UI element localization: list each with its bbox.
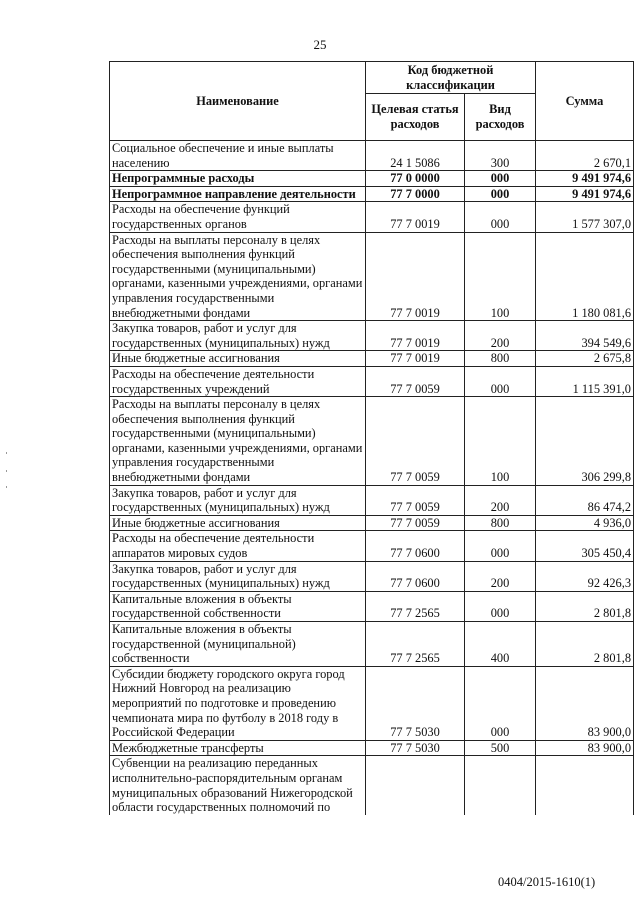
margin-mark: [6, 486, 7, 488]
table-row: [110, 321, 634, 351]
row-sum-cell: 2 675,8: [536, 351, 634, 367]
row-name-cell: Иные бюджетные ассигнования: [110, 515, 366, 531]
row-type-cell: 000: [465, 186, 536, 202]
row-type-cell: 500: [465, 740, 536, 756]
row-type-cell: 100: [465, 397, 536, 486]
row-target-cell: 77 7 0019: [366, 321, 465, 351]
header-target: Целевая статья расходов: [366, 94, 465, 141]
row-type-cell: 000: [465, 171, 536, 187]
row-name-cell: Расходы на обеспечение деятельности аппаратов мировых судов: [110, 531, 366, 561]
row-type-cell: 000: [465, 591, 536, 621]
table-header: [110, 62, 634, 141]
page-number: 25: [313, 37, 327, 52]
row-name-cell: Расходы на выплаты персоналу в целях обеспечения выполнения функций государственными (муниципальными) органами, казенными учреждениями, органами управления государственными внебюджетными фондами: [110, 232, 366, 321]
table-row: [110, 740, 634, 756]
row-target-cell: 77 7 0059: [366, 485, 465, 515]
table-row: [110, 561, 634, 591]
header-name: Наименование: [110, 62, 366, 141]
row-type-cell: 200: [465, 321, 536, 351]
margin-mark: [6, 452, 7, 454]
table-row: [110, 397, 634, 486]
row-target-cell: 77 0 0000: [366, 171, 465, 187]
row-name-cell: Межбюджетные трансферты: [110, 740, 366, 756]
row-target-cell: 77 7 0059: [366, 366, 465, 396]
table-row: [110, 485, 634, 515]
row-sum-cell: 1 577 307,0: [536, 202, 634, 232]
table-row: [110, 141, 634, 171]
table-row: [110, 531, 634, 561]
row-target-cell: 77 7 5030: [366, 666, 465, 740]
row-type-cell: 300: [465, 141, 536, 171]
row-name-cell: Социальное обеспечение и иные выплаты населению: [110, 141, 366, 171]
row-sum-cell: 306 299,8: [536, 397, 634, 486]
row-target-cell: 24 1 5086: [366, 141, 465, 171]
row-sum-cell: 83 900,0: [536, 740, 634, 756]
header-code-group: Код бюджетной классификации: [366, 62, 536, 94]
row-name-cell: Расходы на обеспечение функций государственных органов: [110, 202, 366, 232]
row-target-cell: 77 7 5030: [366, 740, 465, 756]
row-sum-cell: 2 670,1: [536, 141, 634, 171]
table-row: [110, 591, 634, 621]
row-target-cell: 77 7 0059: [366, 397, 465, 486]
budget-table: [109, 61, 634, 815]
row-name-cell: Непрограммные расходы: [110, 171, 366, 187]
row-type-cell: 000: [465, 366, 536, 396]
table-body: [110, 141, 634, 815]
row-sum-cell: 86 474,2: [536, 485, 634, 515]
row-type-cell: 000: [465, 202, 536, 232]
row-sum-cell: 83 900,0: [536, 666, 634, 740]
table-row: [110, 622, 634, 667]
table-row: [110, 171, 634, 187]
row-type-cell: 000: [465, 531, 536, 561]
row-sum-cell: 394 549,6: [536, 321, 634, 351]
row-name-cell: Расходы на выплаты персоналу в целях обеспечения выполнения функций государственными (муниципальными) органами, казенными учреждениями, органами управления государственными внебюджетными фондами: [110, 397, 366, 486]
row-target-cell: 77 7 0019: [366, 202, 465, 232]
row-sum-cell: [536, 756, 634, 815]
document-code: 0404/2015-1610(1): [498, 875, 596, 889]
table-row: [110, 202, 634, 232]
row-target-cell: 77 7 2565: [366, 591, 465, 621]
row-sum-cell: 1 180 081,6: [536, 232, 634, 321]
row-type-cell: 800: [465, 351, 536, 367]
table-row: [110, 186, 634, 202]
row-sum-cell: 305 450,4: [536, 531, 634, 561]
row-sum-cell: 2 801,8: [536, 591, 634, 621]
header-sum: Сумма: [536, 62, 634, 141]
row-name-cell: Субвенции на реализацию переданных исполнительно-распорядительным органам муниципальных образований Нижегородской области государственных полномочий по: [110, 756, 366, 815]
row-sum-cell: 2 801,8: [536, 622, 634, 667]
row-sum-cell: 4 936,0: [536, 515, 634, 531]
table-row: [110, 666, 634, 740]
margin-mark: [6, 470, 7, 472]
row-name-cell: Капитальные вложения в объекты государственной собственности: [110, 591, 366, 621]
row-name-cell: Закупка товаров, работ и услуг для государственных (муниципальных) нужд: [110, 561, 366, 591]
row-name-cell: Закупка товаров, работ и услуг для государственных (муниципальных) нужд: [110, 485, 366, 515]
row-sum-cell: 9 491 974,6: [536, 171, 634, 187]
table-row: [110, 756, 634, 815]
row-name-cell: Субсидии бюджету городского округа город Нижний Новгород на реализацию мероприятий по подготовке и проведению чемпионата мира по футболу в 2018 году в Российской Федерации: [110, 666, 366, 740]
header-type: Вид расходов: [465, 94, 536, 141]
row-type-cell: 100: [465, 232, 536, 321]
row-type-cell: 800: [465, 515, 536, 531]
row-target-cell: 77 7 0059: [366, 515, 465, 531]
table-row: [110, 366, 634, 396]
row-sum-cell: 92 426,3: [536, 561, 634, 591]
row-name-cell: Расходы на обеспечение деятельности государственных учреждений: [110, 366, 366, 396]
row-target-cell: 77 7 2565: [366, 622, 465, 667]
row-target-cell: 77 7 0019: [366, 351, 465, 367]
row-type-cell: 200: [465, 561, 536, 591]
table-row: [110, 515, 634, 531]
row-target-cell: 77 7 0000: [366, 186, 465, 202]
table-row: [110, 351, 634, 367]
row-type-cell: 200: [465, 485, 536, 515]
table-row: [110, 232, 634, 321]
row-sum-cell: 9 491 974,6: [536, 186, 634, 202]
row-type-cell: 400: [465, 622, 536, 667]
row-name-cell: Капитальные вложения в объекты государственной (муниципальной) собственности: [110, 622, 366, 667]
row-name-cell: Закупка товаров, работ и услуг для государственных (муниципальных) нужд: [110, 321, 366, 351]
row-target-cell: 77 7 0019: [366, 232, 465, 321]
row-type-cell: [465, 756, 536, 815]
row-sum-cell: 1 115 391,0: [536, 366, 634, 396]
row-target-cell: 77 7 0600: [366, 561, 465, 591]
row-name-cell: Непрограммное направление деятельности: [110, 186, 366, 202]
row-name-cell: Иные бюджетные ассигнования: [110, 351, 366, 367]
row-target-cell: 77 7 0600: [366, 531, 465, 561]
row-type-cell: 000: [465, 666, 536, 740]
row-target-cell: [366, 756, 465, 815]
